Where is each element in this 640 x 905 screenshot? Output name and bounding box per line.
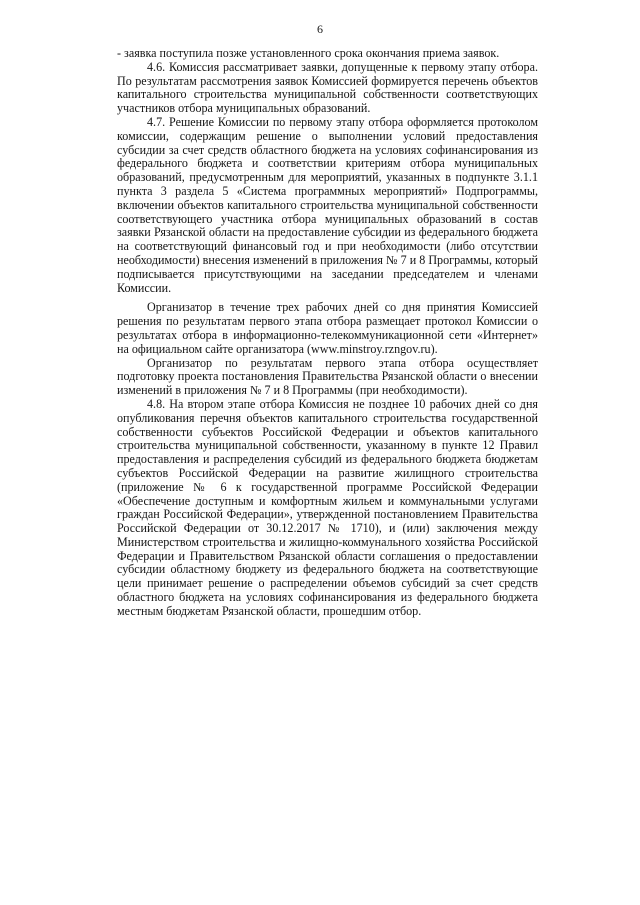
page-number: 6 xyxy=(317,22,323,36)
paragraph-4-8: 4.8. На втором этапе отбора Комиссия не позднее 10 рабочих дней со дня опубликования перечня объектов капитального строительства государственной собственности субъектов Российской Федерации и объектов капитального строительства муниципальной собственности, указанному в пункте 12 Правил предоставления и распределения субсидий из федерального бюджета бюджетам субъектов Российской Федерации на развитие жилищного строительства (приложение № 6 к государственной программе Российской Федерации «Обеспечение доступным и комфортным жильем и коммунальными услугами граждан Российской Федерации», утвержденной постановлением Правительства Российской Федерации от 30.12.2017 № 1710), и (или) заключения между Министерством строительства и жилищно-коммунального хозяйства Российской Федерации и Правительством Рязанской области соглашения о предоставлении субсидии областному бюджету из федерального бюджета на соответствующие цели принимает решение о распределении объемов субсидий за счет средств областного бюджета на условиях софинансирования из федерального бюджета местным бюджетам Рязанской области, прошедшим отбор. xyxy=(117,396,538,618)
paragraph-4-6: 4.6. Комиссия рассматривает заявки, допущенные к первому этапу отбора. По результатам рассмотрения заявок Комиссией формируется перечень объектов капитального строительства муниципальной собственности соответствующих участников отбора муниципальных образований. xyxy=(117,59,538,116)
document-body xyxy=(117,47,538,619)
paragraph-4-7: 4.7. Решение Комиссии по первому этапу отбора оформляется протоколом комиссии, содержащим решение о выполнении условий предоставления субсидии за счет средств областного бюджета на условиях софинансирования из федерального бюджета и соответствии критериям отбора муниципальных образований, предусмотренным для мероприятий, указанных в подпункте 3.1.1 пункта 3 раздела 5 «Система программных мероприятий» Подпрограммы, включении объектов капитального строительства муниципальной собственности соответствующего участника отбора муниципальных образований в состав заявки Рязанской области на предоставление субсидии из федерального бюджета на соответствующий финансовый год и при необходимости (либо отсутствии необходимости) внесения изменений в приложения № 7 и 8 Программы, который подписывается присутствующими на заседании председателем и членами Комиссии. xyxy=(117,114,538,295)
paragraph-organizer-publication: Организатор в течение трех рабочих дней со дня принятия Комиссией решения по результатам первого этапа отбора размещает протокол Комиссии о результатах отбора в информационно-телекоммуникационной сети «Интернет» на официальном сайте организатора (www.minstroy.rzngov.ru). xyxy=(117,300,538,356)
paragraph-organizer-draft-resolution: Организатор по результатам первого этапа отбора осуществляет подготовку проекта постановления Правительства Рязанской области о внесении изменений в приложения № 7 и 8 Программы (при необходимости). xyxy=(117,355,538,398)
paragraph-application-late: - заявка поступила позже установленного срока окончания приема заявок. xyxy=(117,46,500,60)
